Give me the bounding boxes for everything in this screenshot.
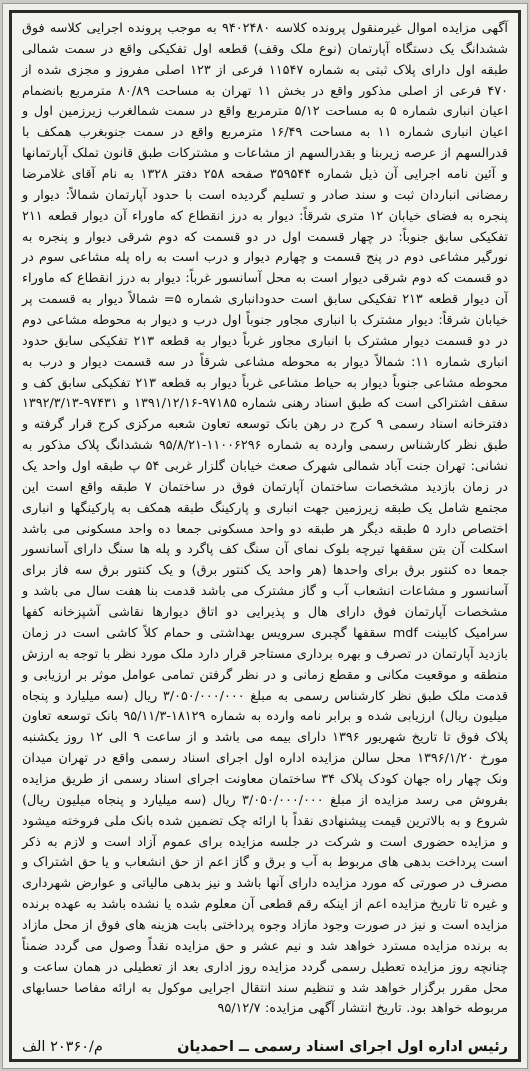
auction-notice-text: آگهی مزایده اموال غیرمنقول پرونده کلاسه ۹۴۰۲۴۸۰ به موجب پرونده اجرایی کلاسه فوق ششدانگ یک دستگاه آپارتمان (نوع ملک وقف) قطعه اول تفکیکی واقع در سمت شمالی طبقه اول دارای پلاک ثبتی به شماره ۱۱۵۴۷ فرعی از ۱۲۳ اصلی مفروز و مجزی شده از ۴۷۰ فرعی از اصلی مذکور واقع در بخش ۱۱ تهران به مساحت ۸۰/۸۹ مترمربع بانضمام اعیان انباری شماره ۵ به مساحت ۵/۱۲ مترمربع واقع در سمت شمالغرب زیرزمین اول و اعیان انباری شماره ۱۱ به مساحت ۱۶/۴۹ مترمربع واقع در سمت جنوبغرب همکف با قدرالسهم از عرصه زیربنا و بقدرالسهم از مشاعات و مشترکات طبق قانون تملک آپارتمانها و آئین نامه اجرایی آن ذیل شماره ۳۵۹۵۴۴ صفحه ۲۵۸ دفتر ۱۳۲۸ به نام آقای غلامرضا رمضانی انباردان ثبت و سند صادر و تسلیم گردیده است با حدود آپارتمان شمالاً: دیوار و پنجره به فضای خیابان ۱۲ متری شرقاً: دیوار به درز انقطاع که ماوراء آن دیوار قطعه ۲۱۱ تفکیکی سابق جنوباً: در چهار قسمت اول در دو قسمت که دوم شرقی دیوار و پنجره به نورگیر مشاعی دوم در پنج قسمت و چهارم دیوار و درب است به راه پله مشاعی سوم در دو قسمت که دوم شرقی دیوار است به محل آسانسور غرباً: دیوار به درز انقطاع که ماوراء آن دیوار قطعه ۲۱۳ تفکیکی سابق است حدودانباری شماره ۵= شمالاً دیوار به قسمت پر خیابان شرقاً: دیوار مشترک با انباری مجاور جنوباً اول درب و دیوار به محوطه مشاعی دوم در دو قسمت دیوار مشترک با انباری مجاور غرباً دیوار به قطعه ۲۱۳ تفکیکی سابق حدود انباری شماره ۱۱: شمالاً دیوار به محوطه مشاعی شرقاً در سه قسمت دیوار و درب به محوطه مشاعی جنوباً دیوار به حیاط مشاعی غرباً دیوار به قطعه ۲۱۳ تفکیکی سابق کف و سقف اشتراکی است که طبق اسناد رهنی شماره ۹۷۱۸۵-۱۳۹۱/۱۲/۱۶ و ۹۷۴۳۱-۱۳۹۲/۳/۱۳ دفترخانه اسناد رسمی ۹ کرج در رهن بانک توسعه تعاون شعبه مرکزی کرج قرار گرفته و طبق نظر کارشناس رسمی وارده به شماره ۱۱۰۰۶۲۹۶-۹۵/۸/۲۱ ششدانگ پلاک مذکور به نشانی: تهران جنت آباد شمالی شهرک صعث خیابان گلزار غربی ۵۴ پ طبقه اول واحد یک در زمان بازدید مشخصات ساختمان آپارتمان فوق در ساختمان ۷ طبقه واقع است این مجتمع شامل یک طبقه زیرزمین جهت انباری و پارکینگ طبقه همکف به پارکینگها و انباری اختصاص دارد ۵ طبقه دیگر هر طبقه دو واحد مسکونی جمعا ده واحد مسکونی می باشد اسکلت آن بتن سقفها تیرچه بلوک نمای آن سنگ کف پاگرد و پله ها سنگ دارای آسانسور جمعا ده کنتور برق برای واحدها (هر واحد یک کنتور برق) و یک کنتور برق سه فاز برای آسانسور و مشاعات انشعاب آب و گاز مشترک می باشد قدمت بنا هفت سال می باشد و مشخصات آپارتمان فوق دارای هال و پذیرایی دو اتاق دیوارها نقاشی آشپزخانه کفها سرامیک کابینت mdf سقفها گچبری سرویس بهداشتی و حمام کلاً کاشی است در زمان بازدید آپارتمان در تصرف و بهره برداری مستاجر قرار دارد ملک مورد نظر با توجه به ارزش منطقه و موقعیت مکانی و مقطع زمانی و در نظر گرفتن تمامی عوامل موثر بر ارزیابی و قدمت ملک طبق نظر کارشناس رسمی به مبلغ ۳/۰۵۰/۰۰۰/۰۰۰ ریال (سه میلیارد و پنجاه میلیون ریال) ارزیابی شده و برابر نامه وارده به شماره ۱۸۱۲۹-۹۵/۱۱/۳ بانک توسعه تعاون پلاک فوق تا تاریخ شهریور ۱۳۹۶ دارای بیمه می باشد و از ساعت ۹ الی ۱۲ روز یکشنبه مورخ ۱۳۹۶/۱/۲۰ محل سالن مزایده اداره اول اجرای اسناد رسمی واقع در تهران میدان ونک چهار راه جهان کودک پلاک ۳۴ ساختمان معاونت اجرای اسناد رسمی از طریق مزایده بفروش می رسد مزایده از مبلغ ۳/۰۵۰/۰۰۰/۰۰۰ ریال (سه میلیارد و پنجاه میلیون ریال) شروع و به بالاترین قیمت پیشنهادی نقداً با ارائه چک تضمین شده بانک ملی فروخته میشود و مزایده حضوری است و شرکت در جلسه مزایده برای عموم آزاد است و لازم به ذکر است پرداخت بدهی های مربوط به آب و برق و گاز اعم از حق انشعاب و یا حق اشتراک و مصرف در صورتی که مورد مزایده دارای آنها باشد و نیز بدهی مالیاتی و عوارض شهرداری و غیره تا تاریخ مزایده اعم از اینکه رقم قطعی آن معلوم شده یا نشده باشد به عهده برنده مزایده است و نیز در صورت وجود مازاد وجوه پرداختی بابت هزینه های فوق از محل مازاد به برنده مزایده مسترد خواهد شد و نیم عشر و حق مزایده نقداً وصول می گردد ضمناً چنانچه روز مزایده تعطیل رسمی گردد مزایده روز اداری بعد از تعطیلی در همان ساعت و محل مقرر برگزار خواهد شد و تنظیم سند انتقال اجرایی موکول به ارائه مفاصا حسابهای مربوطه خواهد بود. تاریخ انتشار آگهی مزایده: ۹۵/۱۲/۷ bbox=[22, 21, 509, 1017]
newspaper-clipping bbox=[2, 3, 528, 1069]
signature-line: رئیس اداره اول اجرای اسناد رسمی ــ احمدیان bbox=[177, 1039, 508, 1055]
notice-border bbox=[9, 10, 521, 1062]
notice-footer bbox=[22, 1039, 508, 1055]
reference-number: م/۲۰۳۶۰ الف bbox=[22, 1039, 103, 1055]
